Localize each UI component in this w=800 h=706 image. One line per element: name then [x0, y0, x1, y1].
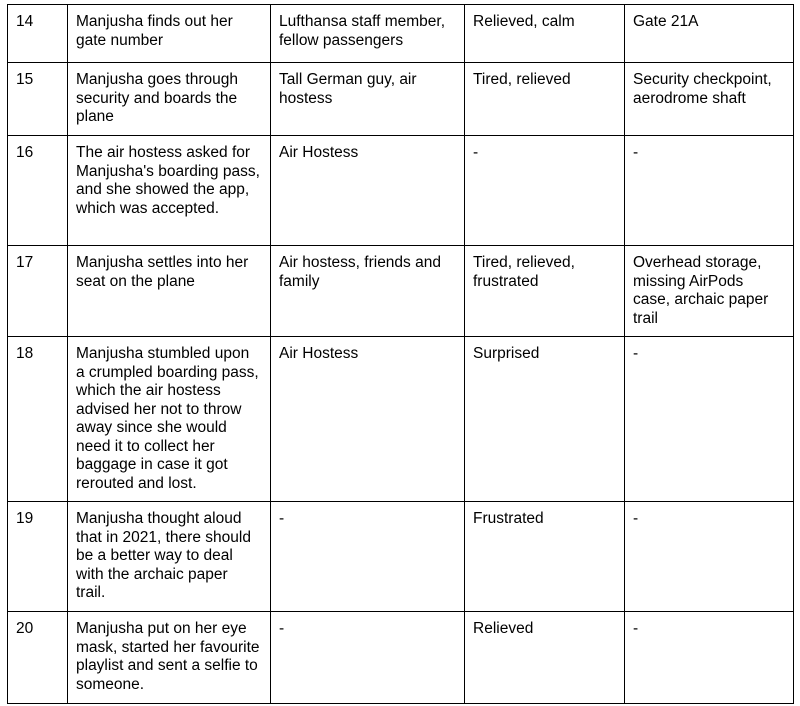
step-number-cell: 15: [8, 63, 68, 136]
people-cell: Tall German guy, air hostess: [271, 63, 465, 136]
step-number-cell: 20: [8, 612, 68, 704]
table-row: [8, 337, 794, 502]
emotion-cell: Surprised: [465, 337, 625, 502]
action-cell: Manjusha settles into her seat on the plane: [68, 246, 271, 337]
people-cell: Air hostess, friends and family: [271, 246, 465, 337]
action-cell: Manjusha thought aloud that in 2021, there should be a better way to deal with the archaic paper trail.: [68, 502, 271, 612]
people-cell: Air Hostess: [271, 136, 465, 246]
emotion-cell: Frustrated: [465, 502, 625, 612]
emotion-cell: Relieved, calm: [465, 5, 625, 63]
emotion-cell: Tired, relieved: [465, 63, 625, 136]
things-cell: Security checkpoint, aerodrome shaft: [625, 63, 794, 136]
action-cell: Manjusha put on her eye mask, started her favourite playlist and sent a selfie to someone.: [68, 612, 271, 704]
things-cell: -: [625, 337, 794, 502]
emotion-cell: Tired, relieved, frustrated: [465, 246, 625, 337]
table-row: [8, 5, 794, 63]
step-number-cell: 18: [8, 337, 68, 502]
table-row: [8, 612, 794, 704]
step-number-cell: 14: [8, 5, 68, 63]
table-row: [8, 136, 794, 246]
people-cell: Air Hostess: [271, 337, 465, 502]
things-cell: Overhead storage, missing AirPods case, archaic paper trail: [625, 246, 794, 337]
emotion-cell: -: [465, 136, 625, 246]
action-cell: Manjusha stumbled upon a crumpled boarding pass, which the air hostess advised her not to throw away since she would need it to collect her baggage in case it got rerouted and lost.: [68, 337, 271, 502]
action-cell: Manjusha goes through security and boards the plane: [68, 63, 271, 136]
things-cell: -: [625, 136, 794, 246]
things-cell: Gate 21A: [625, 5, 794, 63]
step-number-cell: 19: [8, 502, 68, 612]
table-row: [8, 246, 794, 337]
table-row: [8, 502, 794, 612]
action-cell: Manjusha finds out her gate number: [68, 5, 271, 63]
people-cell: Lufthansa staff member, fellow passengers: [271, 5, 465, 63]
action-cell: The air hostess asked for Manjusha's boarding pass, and she showed the app, which was accepted.: [68, 136, 271, 246]
people-cell: -: [271, 502, 465, 612]
journey-table: [7, 4, 794, 704]
things-cell: -: [625, 502, 794, 612]
step-number-cell: 16: [8, 136, 68, 246]
step-number-cell: 17: [8, 246, 68, 337]
emotion-cell: Relieved: [465, 612, 625, 704]
things-cell: -: [625, 612, 794, 704]
table-row: [8, 63, 794, 136]
people-cell: -: [271, 612, 465, 704]
